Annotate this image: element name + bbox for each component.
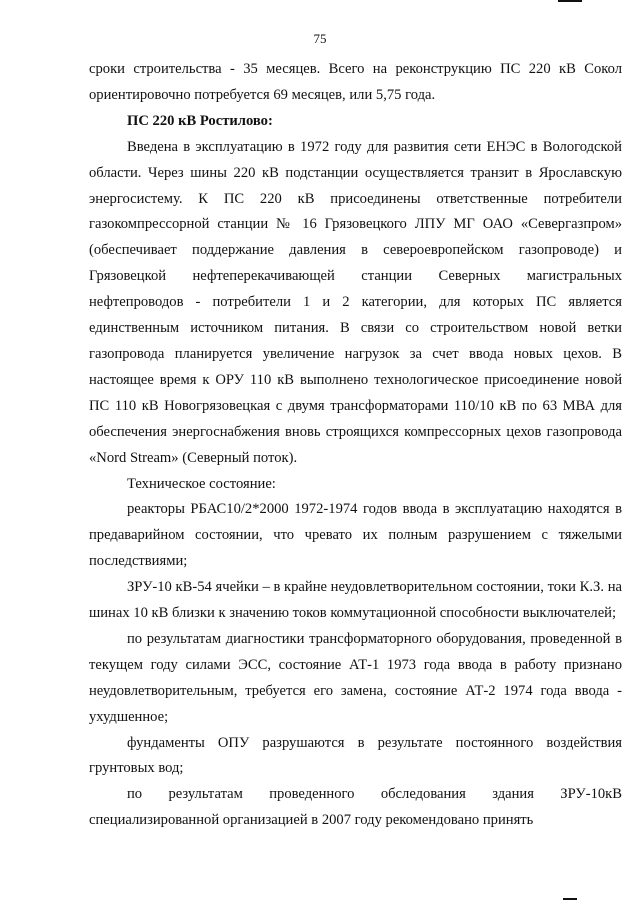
page-number: 75 (313, 31, 327, 46)
paragraph-zru-building-survey: по результатам проведенного обследования здания ЗРУ-10кВ специализированной организацией в 2007 году рекомендовано принять (89, 786, 622, 829)
paragraph-opu-foundations: фундаменты ОПУ разрушаются в результате постоянного воздействия грунтовых вод; (89, 734, 622, 777)
paragraph-sokol-continuation: сроки строительства - 35 месяцев. Всего на реконструкцию ПС 220 кВ Сокол ориентировочно потребуется 69 месяцев, или 5,75 года. (89, 61, 622, 103)
scan-mark-top (558, 0, 582, 2)
scan-mark-bottom (563, 898, 577, 900)
paragraph-technical-state-label: Техническое состояние: (127, 475, 276, 492)
paragraph-rostilovo-description: Введена в эксплуатацию в 1972 году для развития сети ЕНЭС в Вологодской области. Через шины 220 кВ подстанции осуществляется транзит в Ярославскую энергосистему. К ПС 220 кВ присоединены ответственные потребители газокомпрессорной станции № 16 Грязовецкого ЛПУ МГ ОАО «Севергазпром» (обеспечивает поддержание давления в североевропейском газопроводе) и Грязовецкой нефтеперекачивающей станции Северных магистральных нефтепроводов - потребители 1 и 2 категории, для которых ПС является единственным источником питания. В связи со строительством новой ветки газопровода планируется увеличение нагрузок за счет ввода новых цехов. В настоящее время к ОРУ 110 кВ выполнено технологическое присоединение новой ПС 110 кВ Новогрязовецкая с двумя трансформаторами 110/10 кВ по 63 МВА для обеспечения энергоснабжения вновь строящихся компрессорных цехов газопровода «Nord Stream» (Северный поток). (89, 138, 622, 466)
section-heading: ПС 220 кВ Ростилово: (127, 112, 273, 129)
paragraph-zru-cells: ЗРУ-10 кВ-54 ячейки – в крайне неудовлетворительном состоянии, токи К.З. на шинах 10 кВ близки к значению токов коммутационной способности выключателей; (89, 579, 622, 622)
document-body (89, 57, 622, 834)
paragraph-transformer-diagnostics: по результатам диагностики трансформаторного оборудования, проведенной в текущем году силами ЭСС, состояние АТ-1 1973 года ввода в работу признано неудовлетворительным, требуется его замена, состояние АТ-2 1974 года ввода - ухудшенное; (89, 630, 622, 725)
paragraph-reactors: реакторы РБАС10/2*2000 1972-1974 годов ввода в эксплуатацию находятся в предаварийном состоянии, что чревато их полным разрушением с тяжелыми последствиями; (89, 501, 622, 570)
